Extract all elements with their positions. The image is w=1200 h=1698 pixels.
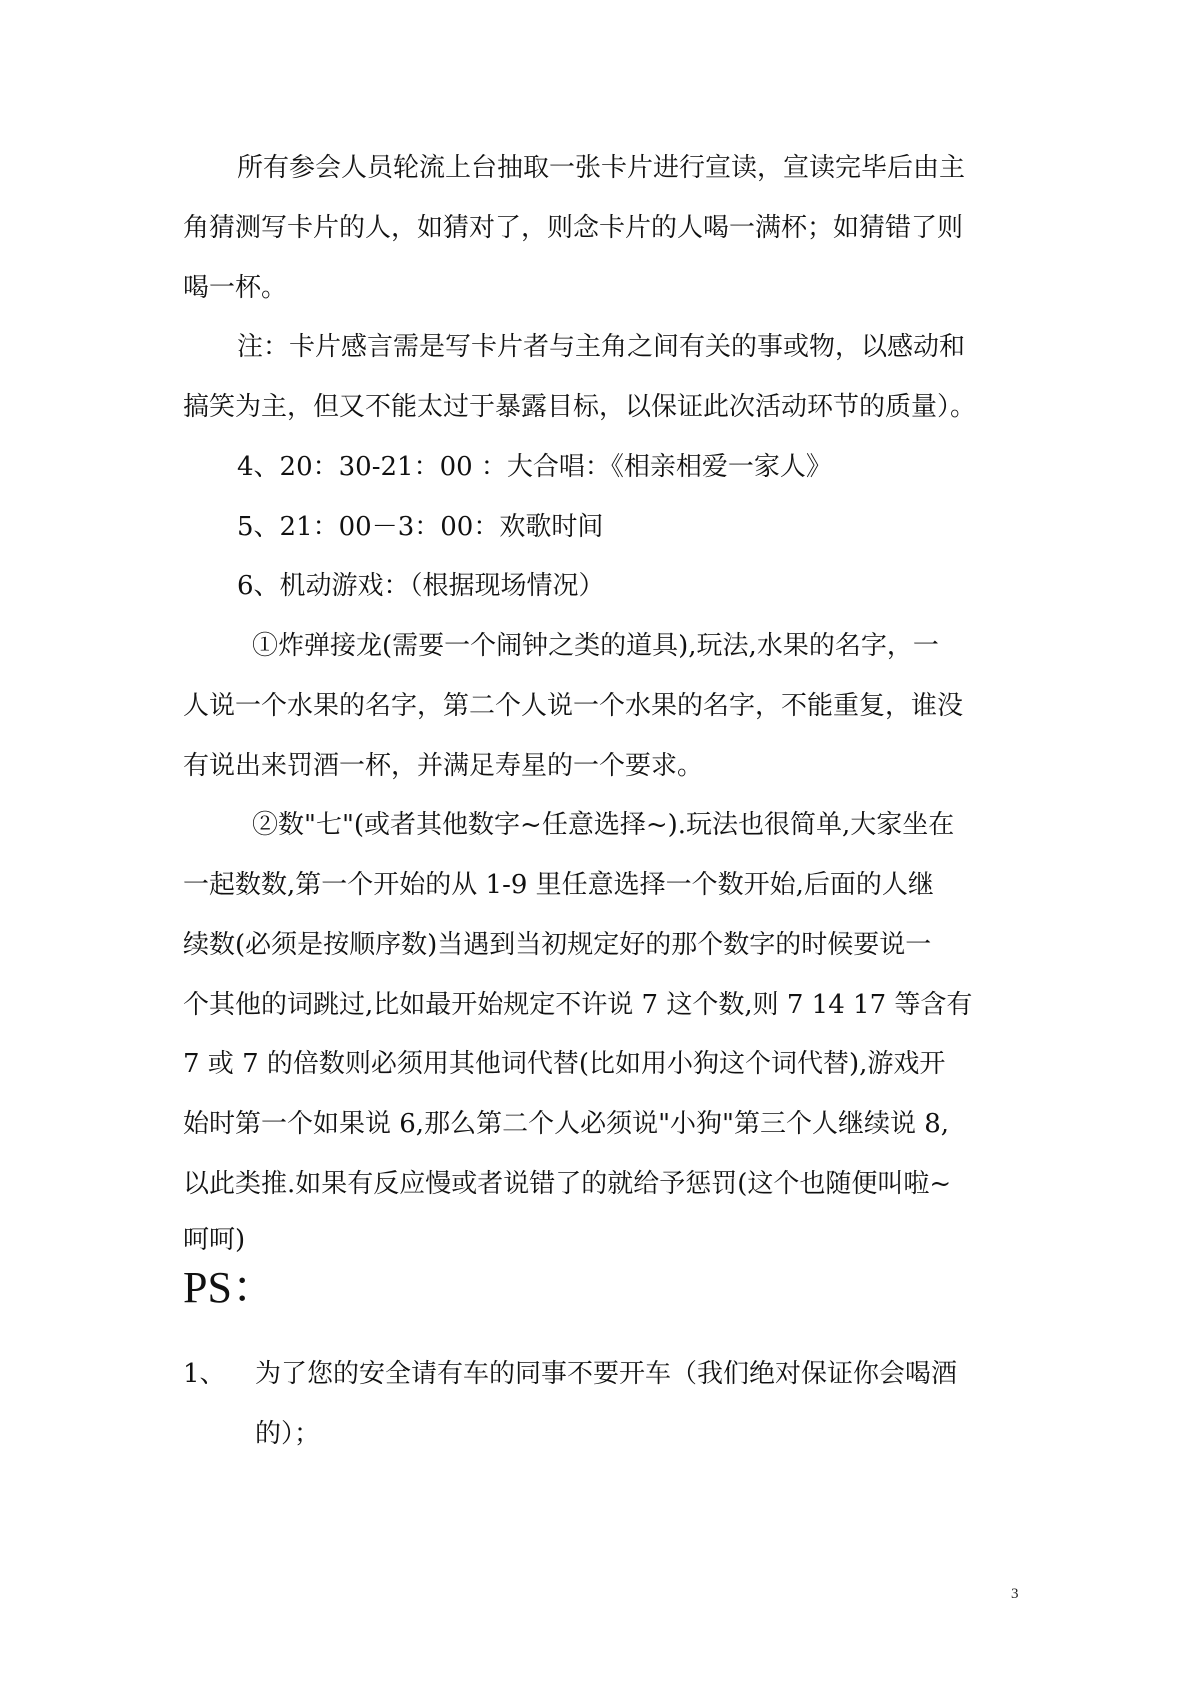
schedule-item-6: 6、机动游戏：（根据现场情况） [237,571,605,601]
page-number: 3 [1011,1586,1019,1602]
paragraph-card-line-2: 角猜测写卡片的人，如猜对了，则念卡片的人喝一满杯；如猜错了则 [183,213,964,243]
schedule-item-4: 4、20：30-21：00 ：大合唱：《相亲相爱一家人》 [237,452,832,482]
paragraph-card-line-1: 所有参会人员轮流上台抽取一张卡片进行宣读，宣读完毕后由主 [237,153,966,183]
game-seven-line-4: 个其他的词跳过,比如最开始规定不许说 7 这个数,则 7 14 17 等含有 [183,990,973,1020]
game-bomb-line-3: 有说出来罚酒一杯，并满足寿星的一个要求。 [183,751,704,781]
ps-heading: PS： [183,1263,276,1312]
ps-item-number: 1、 [183,1359,226,1389]
game-seven-line-2: 一起数数,第一个开始的从 1-9 里任意选择一个数开始,后面的人继 [183,870,934,900]
game-bomb-line-1: ①炸弹接龙(需要一个闹钟之类的道具),玩法,水果的名字，一 [252,631,939,661]
paragraph-note-line-1: 注：卡片感言需是写卡片者与主角之间有关的事或物，以感动和 [237,332,966,362]
game-seven-line-1: ②数"七"(或者其他数字~任意选择~).玩法也很简单,大家坐在 [252,810,955,840]
game-seven-line-8: 呵呵) [183,1225,246,1255]
schedule-item-5: 5、21：00－3：00：欢歌时间 [237,512,604,542]
ps-item-line-2: 的）； [255,1419,321,1449]
paragraph-card-line-3: 喝一杯。 [183,273,288,303]
game-seven-line-6: 始时第一个如果说 6,那么第二个人必须说"小狗"第三个人继续说 8, [183,1109,950,1139]
game-seven-line-3: 续数(必须是按顺序数)当遇到当初规定好的那个数字的时候要说一 [183,930,932,960]
game-bomb-line-2: 人说一个水果的名字，第二个人说一个水果的名字，不能重复，谁没 [183,691,964,721]
paragraph-note-line-2: 搞笑为主，但又不能太过于暴露目标，以保证此次活动环节的质量）。 [183,392,977,422]
game-seven-line-5: 7 或 7 的倍数则必须用其他词代替(比如用小狗这个词代替),游戏开 [183,1049,946,1079]
ps-item-line-1: 为了您的安全请有车的同事不要开车（我们绝对保证你会喝酒 [255,1359,958,1389]
game-seven-line-7: 以此类推.如果有反应慢或者说错了的就给予惩罚(这个也随便叫啦~ [183,1169,952,1199]
